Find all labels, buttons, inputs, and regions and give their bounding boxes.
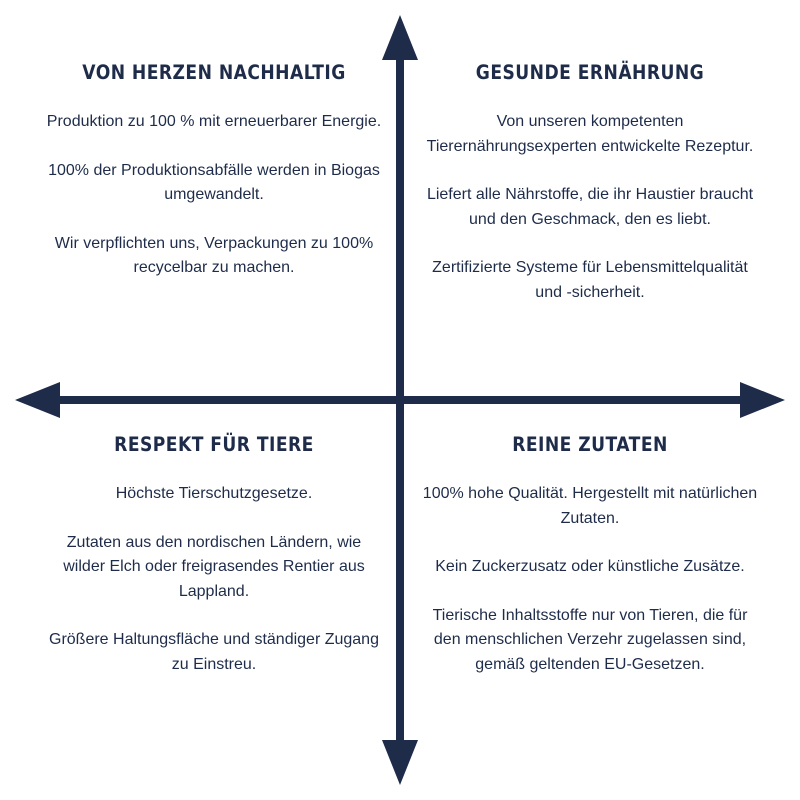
quadrant-text: Zutaten aus den nordischen Ländern, wie wilder Elch oder freigrasendes Rentier aus Lappland.: [63, 533, 365, 600]
quadrant-bottom-right: [420, 433, 760, 701]
quadrant-text: Von unseren kompetenten Tierernährungsexperten entwickelte Rezeptur.: [426, 113, 754, 155]
quadrant-title: VON HERZEN NACHHALTIG: [82, 61, 346, 84]
quadrant-text: Wir verpflichten uns, Verpackungen zu 100% recycelbar zu machen.: [54, 234, 374, 276]
quadrant-text: Produktion zu 100 % mit erneuerbarer Energie.: [46, 113, 382, 130]
quadrant-top-right: [420, 61, 760, 329]
quadrant-top-left: [44, 61, 384, 305]
quadrant-text: Größere Haltungsfläche und ständiger Zugang zu Einstreu.: [49, 631, 379, 673]
quadrant-text: Kein Zuckerzusatz oder künstliche Zusätze.: [435, 558, 745, 575]
quadrant-text: Höchste Tierschutzgesetze.: [115, 485, 313, 502]
quadrant-bottom-left: [44, 433, 384, 701]
quadrant-title: GESUNDE ERNÄHRUNG: [475, 61, 705, 84]
arrow-down-icon: [382, 740, 418, 785]
quadrant-title: RESPEKT FÜR TIERE: [114, 433, 314, 456]
horizontal-axis-line: [50, 396, 750, 404]
quadrant-text: Zertifizierte Systeme für Lebensmittelqualität und -sicherheit.: [432, 259, 748, 301]
arrow-right-icon: [740, 382, 785, 418]
quadrant-text: Liefert alle Nährstoffe, die ihr Haustier braucht und den Geschmack, den es liebt.: [426, 186, 754, 228]
quadrant-text: Tierische Inhaltsstoffe nur von Tieren, die für den menschlichen Verzehr zugelassen sind, gemäß geltenden EU-Gesetzen.: [432, 606, 748, 673]
quadrant-title: REINE ZUTATEN: [512, 433, 668, 456]
quadrant-text: 100% der Produktionsabfälle werden in Biogas umgewandelt.: [48, 161, 380, 203]
quadrant-text: 100% hohe Qualität. Hergestellt mit natürlichen Zutaten.: [422, 485, 758, 527]
arrow-up-icon: [382, 15, 418, 60]
arrow-left-icon: [15, 382, 60, 418]
